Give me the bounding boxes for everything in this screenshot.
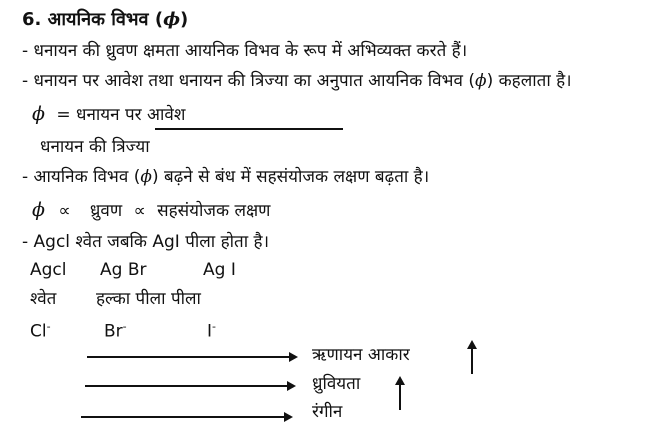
proportion-row [32,199,270,222]
formula-numerator-row [32,103,185,126]
color-white: श्वेत [30,289,57,309]
line2-before: - धनायन पर आवेश तथा धनायन की त्रिज्या का अनुपात आयनिक विभव ( [22,71,475,91]
right-arrow-icon [81,416,285,418]
formula-denominator: धनायन की त्रिज्या [40,137,150,157]
phi-symbol: ϕ [32,199,45,221]
ion-chloride: Cl- [30,320,51,342]
fraction-bar [155,128,343,130]
phi-symbol: ϕ [163,9,181,30]
heading-title: आयनिक विभव ( [47,9,164,30]
trend-colored: रंगीन [312,402,343,422]
formula-numerator: = धनायन पर आवेश [56,105,186,125]
compound-agi: Ag I [203,260,236,280]
trend-polarity: ध्रुवियता [312,374,361,394]
heading-close: ) [180,9,189,30]
compound-agcl: Agcl [30,260,67,280]
phi-symbol: ϕ [140,167,152,187]
right-arrow-icon [85,385,288,387]
up-arrow-icon [471,348,473,374]
text-line-3 [22,166,429,188]
phi-symbol: ϕ [32,103,45,125]
line3-before: - आयनिक विभव ( [22,167,141,187]
ion-iodide: I- [207,320,216,342]
right-arrow-icon [87,356,290,358]
heading-number: 6. [22,9,42,30]
text-line-1: - धनायन की ध्रुवण क्षमता आयनिक विभव के रूप में अभिव्यक्त करते हैं। [22,41,468,61]
trend-anion-size: ऋणायन आकार [312,345,410,365]
compound-agbr: Ag Br [100,260,147,280]
up-arrow-icon [399,384,401,410]
line2-after: ) कहलाता है। [486,71,572,91]
text-line-4: - Agcl श्वेत जबकि AgI पीला होता है। [22,232,270,252]
proportional-symbol: ∝ [133,201,146,221]
proportion-term-1: ध्रुवण [89,201,123,221]
color-yellow: हल्का पीला पीला [96,289,201,309]
text-line-2 [22,70,572,92]
line3-after: ) बढ़ने से बंध में सहसंयोजक लक्षण बढ़ता है। [151,167,430,187]
phi-symbol: ϕ [475,71,487,91]
proportional-symbol: ∝ [58,201,71,221]
proportion-term-2: सहसंयोजक लक्षण [157,201,271,221]
ion-bromide: Br- [104,320,127,342]
section-heading [22,9,188,31]
